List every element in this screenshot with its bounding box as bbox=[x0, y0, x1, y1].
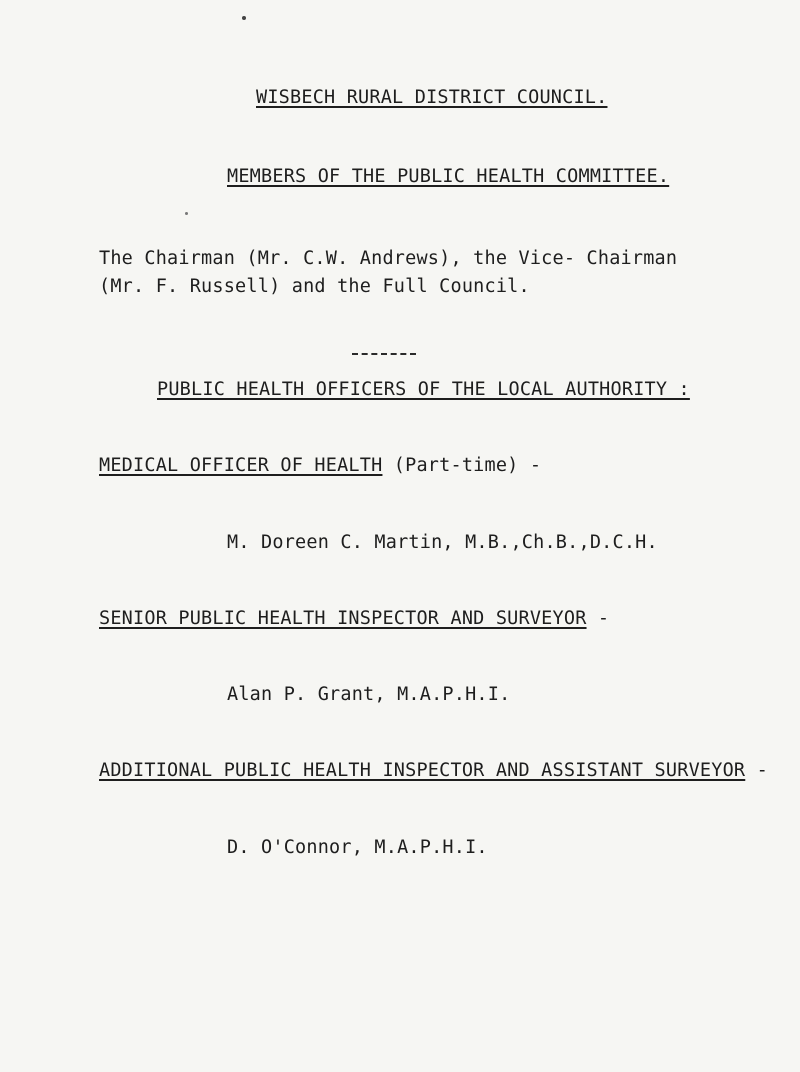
additional-inspector-title: ADDITIONAL PUBLIC HEALTH INSPECTOR AND ASSISTANT SURVEYOR bbox=[99, 760, 746, 781]
additional-inspector-name: D. O'Connor, M.A.P.H.I. bbox=[227, 837, 488, 858]
section-divider bbox=[352, 353, 416, 355]
paper-speck bbox=[185, 212, 188, 215]
committee-heading: MEMBERS OF THE PUBLIC HEALTH COMMITTEE. bbox=[227, 166, 670, 187]
council-title: WISBECH RURAL DISTRICT COUNCIL. bbox=[256, 87, 608, 108]
additional-inspector-heading bbox=[99, 762, 768, 781]
moh-heading bbox=[99, 457, 541, 476]
paper-speck bbox=[242, 16, 246, 20]
moh-name: M. Doreen C. Martin, M.B.,Ch.B.,D.C.H. bbox=[227, 532, 658, 553]
moh-suffix: (Part-time) - bbox=[382, 455, 542, 476]
senior-inspector-suffix: - bbox=[586, 608, 610, 629]
officers-heading: PUBLIC HEALTH OFFICERS OF THE LOCAL AUTHORITY : bbox=[157, 379, 690, 400]
senior-inspector-heading bbox=[99, 610, 609, 629]
additional-inspector-suffix: - bbox=[745, 760, 768, 781]
committee-members-line-1: The Chairman (Mr. C.W. Andrews), the Vice- Chairman bbox=[99, 248, 678, 269]
moh-title: MEDICAL OFFICER OF HEALTH bbox=[99, 455, 383, 476]
committee-members-line-2: (Mr. F. Russell) and the Full Council. bbox=[99, 276, 530, 297]
senior-inspector-title: SENIOR PUBLIC HEALTH INSPECTOR AND SURVEYOR bbox=[99, 608, 587, 629]
senior-inspector-name: Alan P. Grant, M.A.P.H.I. bbox=[227, 684, 511, 705]
